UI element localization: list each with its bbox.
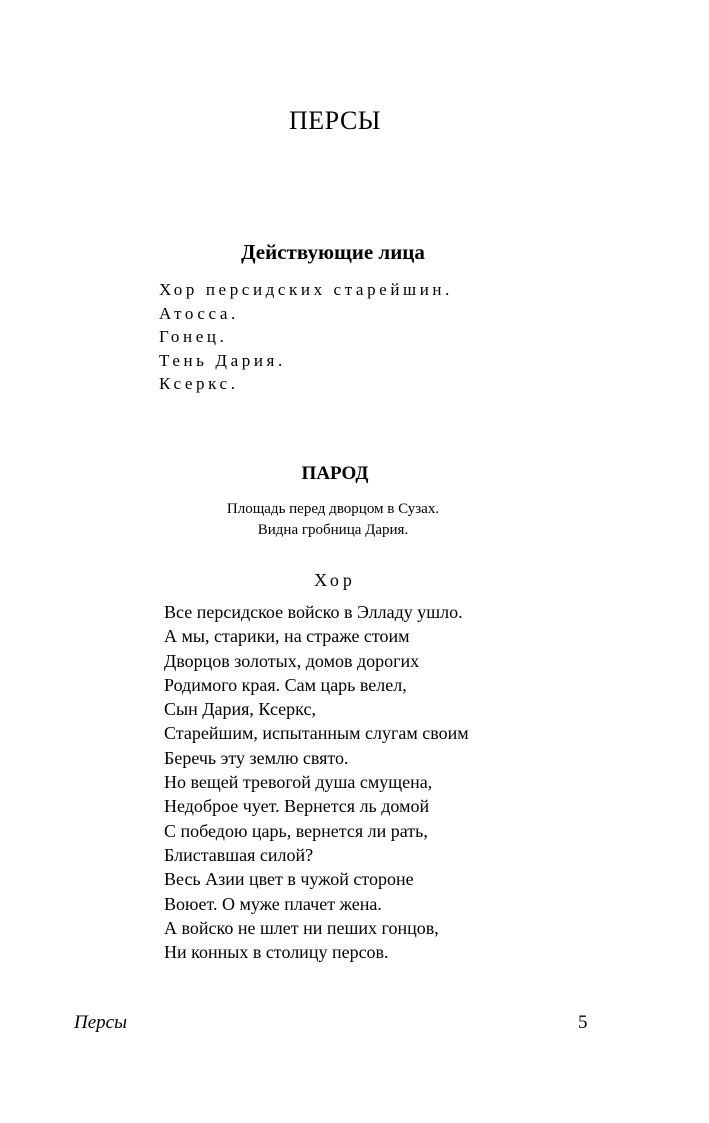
- speaker-name: Хор: [314, 570, 356, 590]
- verse-line: Блиставшая силой?: [164, 844, 314, 865]
- verse-line: Но вещей тревогой душа смущена,: [164, 772, 433, 793]
- verse-line: С победою царь, вернется ли рать,: [164, 820, 428, 841]
- verse-line: Воюет. О муже плачет жена.: [164, 893, 382, 914]
- cast-list: [159, 278, 453, 396]
- stage-direction: [0, 499, 666, 541]
- cast-item: Ксеркс.: [159, 374, 239, 394]
- verse-line: Недоброе чует. Вернется ль домой: [164, 796, 430, 817]
- verse-line: Старейшим, испытанным слугам своим: [164, 723, 469, 744]
- verse-line: А мы, старики, на страже стоим: [164, 626, 410, 647]
- cast-item: Атосса.: [159, 303, 239, 323]
- verse-line: Весь Азии цвет в чужой стороне: [164, 869, 414, 890]
- section-heading: ПАРОД: [301, 463, 369, 484]
- verse-line: Все персидское войско в Элладу ушло.: [164, 602, 463, 622]
- page-title: ПЕРСЫ: [289, 106, 381, 135]
- cast-heading: Действующие лица: [241, 240, 425, 264]
- verse-line: Беречь эту землю свято.: [164, 747, 349, 768]
- cast-item: Гонец.: [159, 327, 228, 347]
- page-number: 5: [578, 1012, 588, 1033]
- verse-line: Родимого края. Сам царь велел,: [164, 674, 407, 695]
- verse-line: Ни конных в столицу персов.: [164, 942, 389, 963]
- stage-direction-line: Видна гробница Дария.: [257, 522, 409, 538]
- running-title: Персы: [74, 1012, 127, 1033]
- cast-item: Хор персидских старейшин.: [159, 280, 453, 299]
- verse-line: Дворцов золотых, домов дорогих: [164, 650, 420, 671]
- verse-line: Сын Дария, Ксеркс,: [164, 699, 316, 720]
- verse-line: А войско не шлет ни пеших гонцов,: [164, 917, 439, 938]
- verse-block: [164, 600, 469, 964]
- stage-direction-line: Площадь перед дворцом в Сузах.: [226, 501, 440, 517]
- cast-item: Тень Дария.: [159, 350, 286, 370]
